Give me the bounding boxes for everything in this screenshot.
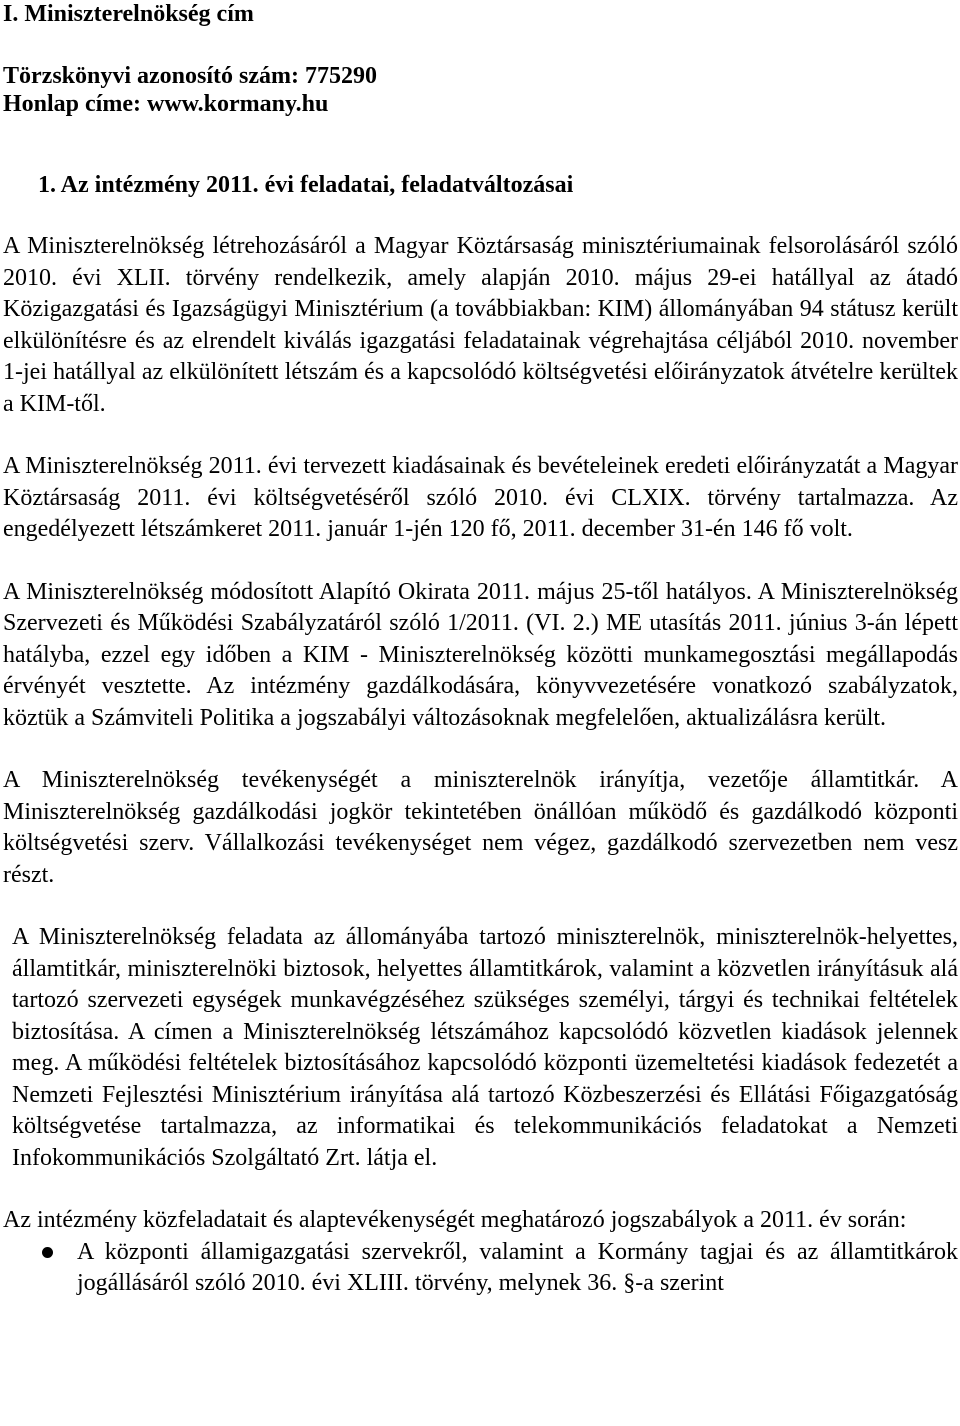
section-title: I. Miniszterelnökség cím xyxy=(3,1,254,27)
paragraph-management: A Miniszterelnökség tevékenységét a miniszterelnök irányítja, vezetője államtitkár. A Miniszterelnökség gazdálkodási jogkör tekintetében önállóan működő és gazdálkodó központi költségvetési szerv. Vállalkozási tevékenységet nem végez, gazdálkodó szervezetben nem vesz részt. xyxy=(3,767,958,888)
paragraph-gap xyxy=(3,891,958,922)
registry-number-line: Törzskönyvi azonosító szám: 775290 xyxy=(3,63,377,89)
legislation-list xyxy=(3,1237,958,1300)
paragraph-duties: A Miniszterelnökség feladata az állományába tartozó miniszterelnök, miniszterelnök-helyettes, államtitkár, miniszterelnöki biztosok, helyettes államtitkárok, valamint a közvetlen irányításuk alá tartozó szervezeti egységek munkavégzéséhez szükséges személyi, tárgyi és technikai feltételek biztosítása. A címen a Miniszterelnökség létszámához kapcsolódó közvetlen kiadások jelennek meg. A működési feltételek biztosításához kapcsolódó központi üzemeltetési kiadások fedezetét a Nemzeti Fejlesztési Minisztérium irányítása alá tartozó Közbeszerzési és Ellátási Főigazgatóság költségvetése tartalmazza, az informatikai és telekommunikációs feladatokat a Nemzeti Infokommunikációs Szolgáltató Zrt. látja el. xyxy=(12,924,958,1171)
paragraph-gap xyxy=(3,420,958,451)
paragraph-founding-charter: A Miniszterelnökség módosított Alapító Okirata 2011. május 25-től hatályos. A Miniszterelnökség Szervezeti és Működési Szabályzatáról szóló 1/2011. (VI. 2.) ME utasítás 2011. június 3-án lépett hatályba, ezzel egy időben a KIM - Miniszterelnökség közötti munkamegosztási megállapodás érvényét vesztette. Az intézmény gazdálkodására, könyvvezetésére vonatkozó szabályzatok, köztük a Számviteli Politika a jogszabályi változásoknak megfelelően, aktualizálásra került. xyxy=(3,578,958,731)
bullet-icon xyxy=(42,1247,53,1258)
heading-tasks: 1. Az intézmény 2011. évi feladatai, feladatváltozásai xyxy=(38,172,574,198)
paragraph-gap xyxy=(3,1174,958,1205)
homepage-line: Honlap címe: www.kormany.hu xyxy=(3,91,329,117)
paragraph-gap xyxy=(3,546,958,577)
list-item xyxy=(3,1237,958,1300)
identification-block xyxy=(3,62,958,118)
paragraph-legislation-intro: Az intézmény közfeladatait és alaptevékenységét meghatározó jogszabályok a 2011. év során: xyxy=(3,1207,907,1233)
list-item-text: A központi államigazgatási szervekről, valamint a Kormány tagjai és az államtitkárok jogállásáról szóló 2010. évi XLIII. törvény, melynek 36. §-a szerint xyxy=(77,1238,958,1296)
paragraph-gap xyxy=(3,734,958,765)
paragraph-budget: A Miniszterelnökség 2011. évi tervezett kiadásainak és bevételeinek eredeti előirányzatát a Magyar Köztársaság 2011. évi költségvetéséről szóló 2010. évi CLXIX. törvény tartalmazza. Az engedélyezett létszámkeret 2011. január 1-jén 120 fő, 2011. december 31-én 146 fő volt. xyxy=(3,453,958,542)
paragraph-establishment: A Miniszterelnökség létrehozásáról a Magyar Köztársaság minisztériumainak felsorolásáról szóló 2010. évi XLII. törvény rendelkezik, amely alapján 2010. május 29-ei hatállyal az átadó Közigazgatási és Igazságügyi Minisztérium (a továbbiakban: KIM) állományában 94 státusz került elkülönítésre és az elrendelt kiválás igazgatási feladatainak végrehajtása céljából 2010. november 1-jei hatállyal az elkülönített létszám és a kapcsolódó költségvetési előirányzatok átvételre kerültek a KIM-től. xyxy=(3,233,958,417)
